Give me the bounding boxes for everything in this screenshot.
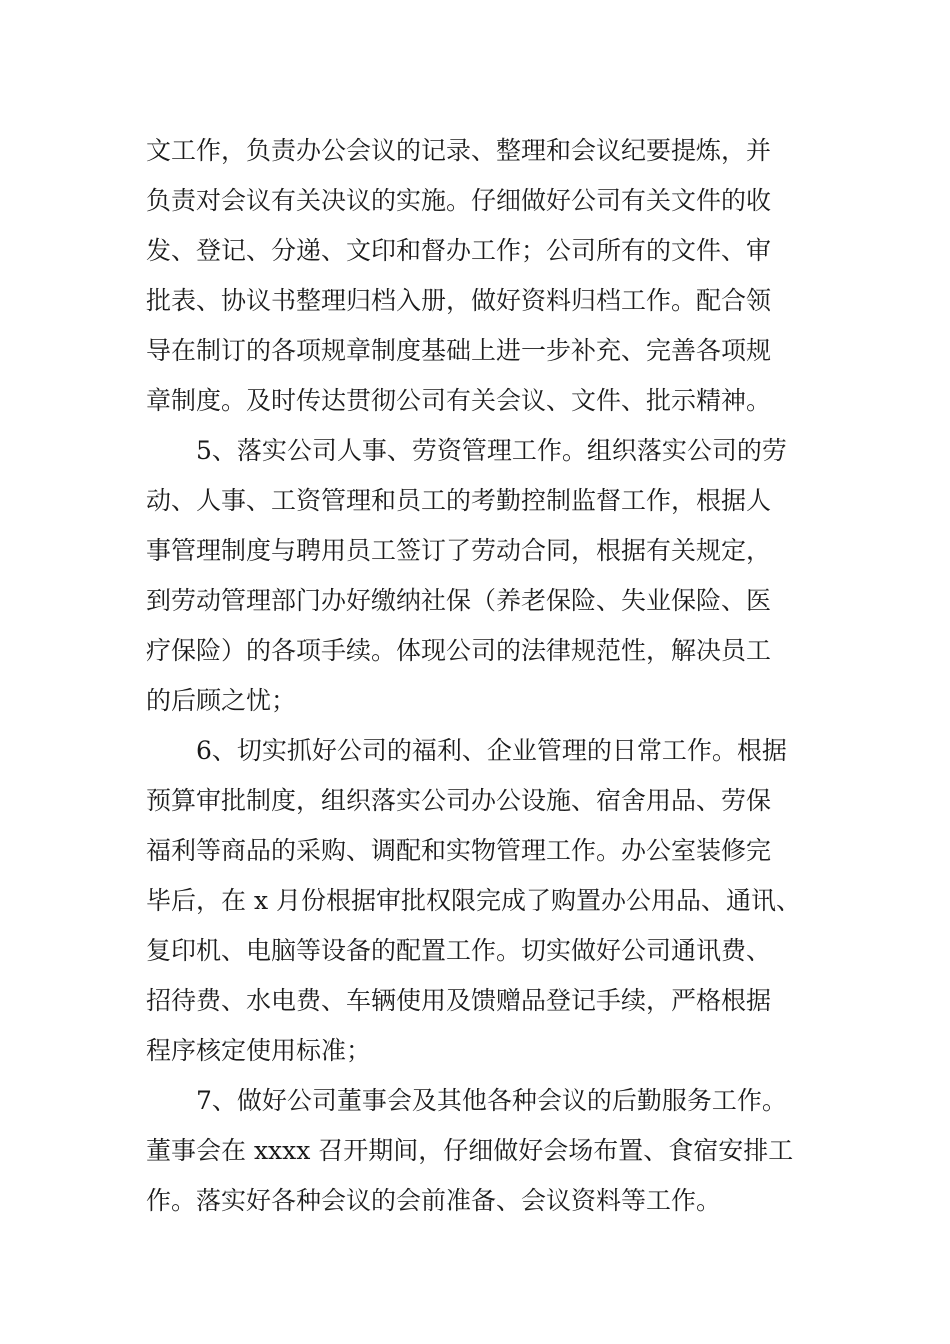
text-line: 疗保险）的各项手续。体现公司的法律规范性，解决员工 xyxy=(146,636,772,665)
text-line: 的后顾之忧； xyxy=(146,686,297,715)
document-body xyxy=(146,126,811,1226)
paragraph-7-first-line: 7、做好公司董事会及其他各种会议的后勤服务工作。 xyxy=(196,1086,787,1115)
text-line: 导在制订的各项规章制度基础上进一步补充、完善各项规 xyxy=(146,336,772,365)
text-line: 发、登记、分递、文印和督办工作；公司所有的文件、审 xyxy=(146,236,772,265)
paragraph-5-first-line: 5、落实公司人事、劳资管理工作。组织落实公司的劳 xyxy=(196,436,787,465)
text-line: 章制度。及时传达贯彻公司有关会议、文件、批示精神。 xyxy=(146,386,772,415)
text-line: 董事会在 xxxx 召开期间，仔细做好会场布置、食宿安排工 xyxy=(146,1136,794,1165)
text-line: 文工作，负责办公会议的记录、整理和会议纪要提炼，并 xyxy=(146,136,772,165)
text-line: 事管理制度与聘用员工签订了劳动合同，根据有关规定， xyxy=(146,536,772,565)
text-line: 作。落实好各种会议的会前准备、会议资料等工作。 xyxy=(146,1186,722,1215)
text-line: 招待费、水电费、车辆使用及馈赠品登记手续，严格根据 xyxy=(146,986,772,1015)
paragraph-6-first-line: 6、切实抓好公司的福利、企业管理的日常工作。根据 xyxy=(196,736,787,765)
text-line: 批表、协议书整理归档入册，做好资料归档工作。配合领 xyxy=(146,286,772,315)
text-line: 复印机、电脑等设备的配置工作。切实做好公司通讯费、 xyxy=(146,936,772,965)
text-line: 负责对会议有关决议的实施。仔细做好公司有关文件的收 xyxy=(146,186,772,215)
text-line: 毕后，在 x 月份根据审批权限完成了购置办公用品、通讯、 xyxy=(146,886,801,915)
text-line: 到劳动管理部门办好缴纳社保（养老保险、失业保险、医 xyxy=(146,586,772,615)
text-line: 预算审批制度，组织落实公司办公设施、宿舍用品、劳保 xyxy=(146,786,772,815)
text-line: 福利等商品的采购、调配和实物管理工作。办公室装修完 xyxy=(146,836,772,865)
text-line: 动、人事、工资管理和员工的考勤控制监督工作，根据人 xyxy=(146,486,772,515)
text-line: 程序核定使用标准； xyxy=(146,1036,372,1065)
